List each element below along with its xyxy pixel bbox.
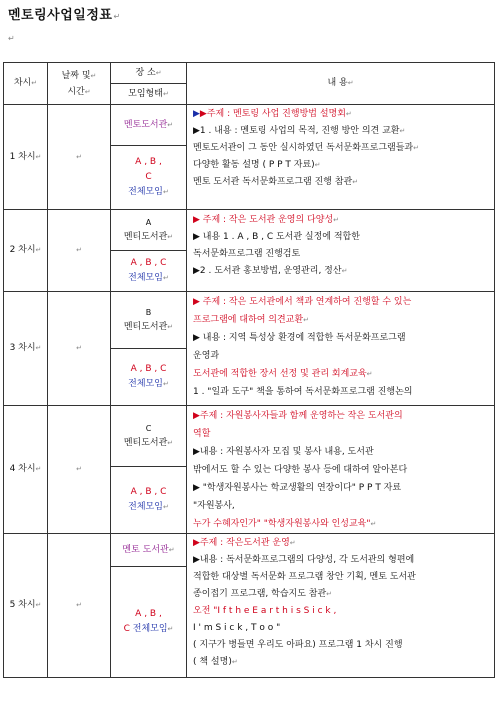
- content-line: ( 지구가 병들면 우리도 아파요) 프로그램 1 차시 진행: [193, 640, 403, 650]
- row-place-a: C 멘티도서관↵: [111, 406, 187, 467]
- content-line: 종이접기 프로그램, 학습지도 참관↵: [193, 589, 333, 599]
- row-content: [187, 210, 495, 292]
- row-place-a: 멘토도서관↵: [111, 105, 187, 146]
- content-line: 적합한 대상별 독서문화 프로그램 창안 기획, 멘토 도서관: [193, 572, 416, 582]
- content-line: 멘토 도서관 독서문화프로그램 진행 참관↵: [193, 177, 359, 187]
- table-row: [4, 534, 495, 567]
- header-row-1: [4, 63, 495, 84]
- content-line: 누가 수혜자인가" "학생자원봉사와 인성교육"↵: [193, 519, 377, 529]
- row-place-b: A , B , C 전체모임↵: [111, 349, 187, 406]
- row-place-b: A , B , C 전체모임↵: [111, 567, 187, 678]
- table-row: [4, 292, 495, 349]
- content-line: 역할: [193, 429, 211, 439]
- row-content: [187, 534, 495, 678]
- row-place-a: A 멘티도서관↵: [111, 210, 187, 251]
- header-type: 모임형태↵: [111, 84, 187, 105]
- content-line: I ' m S i c k , T o o ": [193, 623, 281, 633]
- row-order: 4 차시↵: [4, 406, 48, 534]
- content-line: ▶1 . 내용 : 멘토링 사업의 목적, 진행 방안 의견 교환↵: [193, 126, 406, 136]
- table-row: [4, 406, 495, 467]
- content-line: ( 책 설명)↵: [193, 657, 238, 667]
- row-date: ↵: [48, 292, 111, 406]
- content-line: 프로그램에 대하여 의견교환↵: [193, 315, 309, 325]
- row-order: 1 차시↵: [4, 105, 48, 210]
- row-date: ↵: [48, 105, 111, 210]
- schedule-table: [3, 62, 495, 678]
- content-line: 다양한 활동 설명 ( P P T 자료)↵: [193, 160, 321, 170]
- content-line: ▶ 내용 1 . A , B , C 도서관 실정에 적합한: [193, 232, 360, 242]
- content-line: ▶ "학생자원봉사는 학교생활의 연장이다" P P T 자료: [193, 483, 402, 493]
- row-order: 5 차시↵: [4, 534, 48, 678]
- row-date: ↵: [48, 210, 111, 292]
- content-line: ▶내용 : 자원봉사자 모집 및 봉사 내용, 도서관: [193, 447, 374, 457]
- header-place: 장 소↵: [111, 63, 187, 84]
- header-date: 날짜 및↵ 시간↵: [48, 63, 111, 105]
- row-place-a: 멘토 도서관↵: [111, 534, 187, 567]
- row-place-b: A , B , C 전체모임↵: [111, 467, 187, 534]
- content-line: 운영과: [193, 351, 220, 361]
- content-line: ▶주제 : 작은도서관 운영↵: [193, 538, 296, 548]
- empty-paragraph-mark: ↵: [8, 34, 15, 43]
- content-line: 오전 "I f t h e E a r t h i s S i c k ,: [193, 606, 337, 616]
- content-line: 독서문화프로그램 진행검토: [193, 249, 301, 259]
- paragraph-mark: ↵: [113, 12, 121, 21]
- content-line: ▶2 . 도서관 홍보방법, 운영관리, 정산↵: [193, 266, 348, 276]
- row-place-b: A , B , C 전체모임↵: [111, 251, 187, 292]
- content-line: ▶내용 : 독서문화프로그램의 다양성, 각 도서관의 형편에: [193, 555, 415, 565]
- content-line: 밖에서도 할 수 있는 다양한 봉사 등에 대하여 알아본다: [193, 465, 408, 475]
- row-content: [187, 406, 495, 534]
- row-content: [187, 292, 495, 406]
- document-title: 멘토링사업일정표↵: [8, 8, 121, 23]
- content-line: "자원봉사,: [193, 501, 235, 511]
- content-line: ▶ 주제 : 작은 도서관에서 책과 연계하여 진행할 수 있는: [193, 297, 412, 307]
- row-date: ↵: [48, 534, 111, 678]
- header-order: 차시↵: [4, 63, 48, 105]
- table-row: [4, 210, 495, 251]
- content-line: ▶▶주제 : 멘토링 사업 진행방법 설명회↵: [193, 109, 352, 119]
- row-date: ↵: [48, 406, 111, 534]
- content-line: ▶ 주제 : 작은 도서관 운영의 다양성↵: [193, 215, 340, 225]
- row-place-b: A , B , C 전체모임↵: [111, 146, 187, 210]
- row-order: 2 차시↵: [4, 210, 48, 292]
- content-line: 1 . "일과 도구" 책을 통하여 독서문화프로그램 진행논의: [193, 387, 413, 397]
- header-content: 내 용↵: [187, 63, 495, 105]
- content-line: ▶주제 : 자원봉사자들과 함께 운영하는 작은 도서관의: [193, 411, 403, 421]
- row-place-a: B 멘티도서관↵: [111, 292, 187, 349]
- table-row: [4, 105, 495, 146]
- content-line: ▶ 내용 : 지역 특성상 환경에 적합한 독서문화프로그램: [193, 333, 406, 343]
- content-line: 도서관에 적합한 장서 선정 및 관리 회계교육↵: [193, 369, 373, 379]
- content-line: 멘토도서관이 그 동안 실시하였던 독서문화프로그램들과↵: [193, 143, 419, 153]
- row-order: 3 차시↵: [4, 292, 48, 406]
- row-content: [187, 105, 495, 210]
